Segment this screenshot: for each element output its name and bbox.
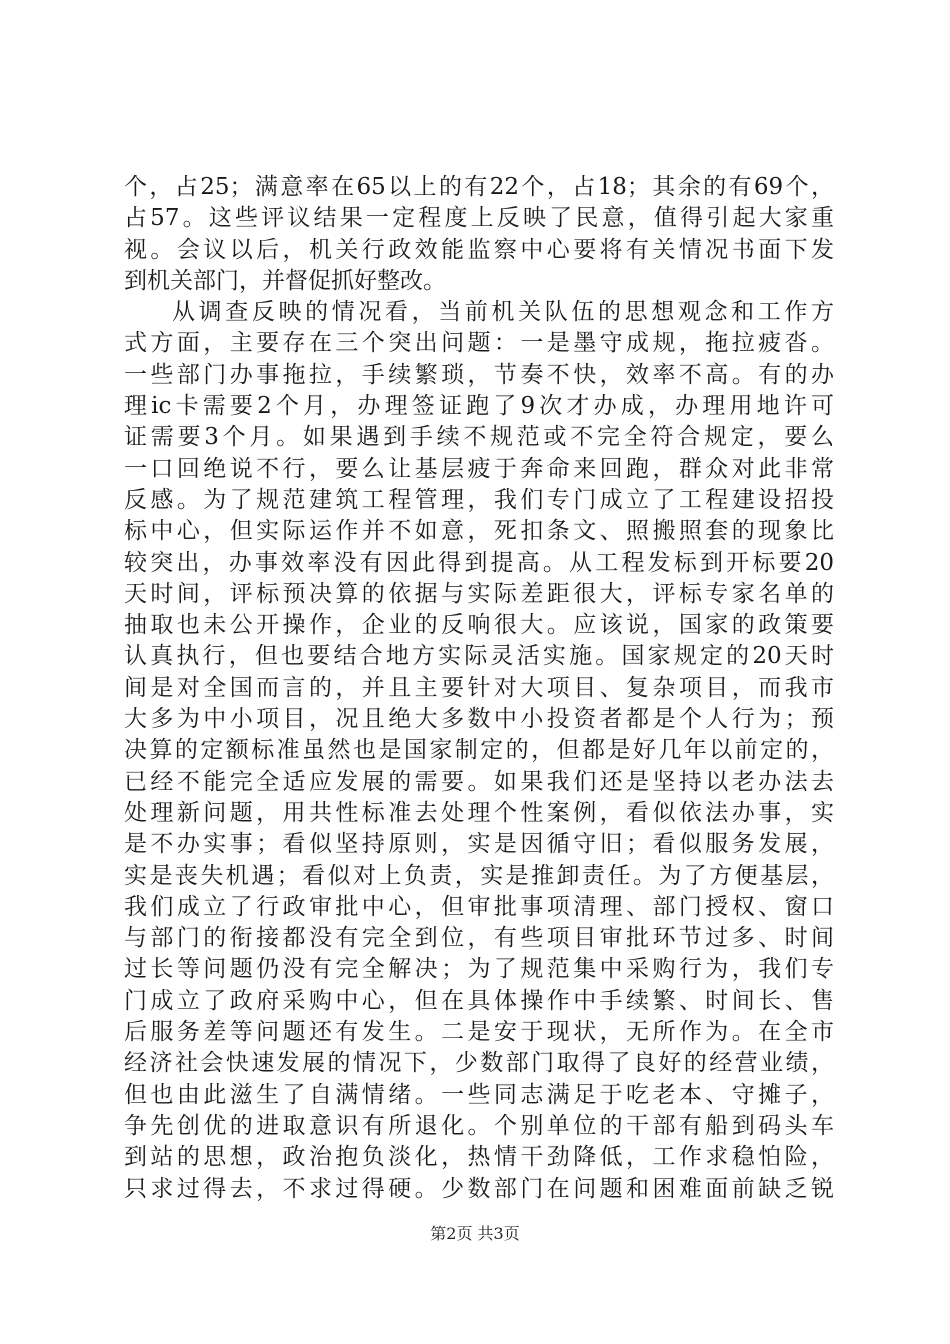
text-line: 只求过得去，不求过得硬。少数部门在问题和困难面前缺乏锐 [124,1175,834,1202]
text-line: 争先创优的进取意识有所退化。个别单位的干部有船到码头车 [124,1112,834,1139]
text-line: 抽取也未公开操作，企业的反响很大。应该说，国家的政策要 [124,612,834,639]
text-line: 标中心，但实际运作并不如意，死扣条文、照搬照套的现象比 [124,518,834,545]
body-text [124,172,834,1205]
text-line: 实是丧失机遇；看似对上负责，实是推卸责任。为了方便基层， [124,862,834,889]
text-line: 经济社会快速发展的情况下，少数部门取得了良好的经营业绩， [124,1050,834,1077]
text-line: 已经不能完全适应发展的需要。如果我们还是坚持以老办法去 [124,768,834,795]
text-line-paragraph-start: 从调查反映的情况看，当前机关队伍的思想观念和工作方 [172,299,834,326]
text-line: 证需要3个月。如果遇到手续不规范或不完全符合规定，要么 [124,424,834,451]
text-line: 是不办实事；看似坚持原则，实是因循守旧；看似服务发展， [124,831,834,858]
text-line: 与部门的衔接都没有完全到位，有些项目审批环节过多、时间 [124,925,834,952]
text-line: 占57。这些评议结果一定程度上反映了民意，值得引起大家重 [124,205,834,232]
page-number-label: 第2页 共3页 [430,1224,520,1243]
text-line: 认真执行，但也要结合地方实际灵活实施。国家规定的20天时 [124,643,834,670]
text-line: 我们成立了行政审批中心，但审批事项清理、部门授权、窗口 [124,893,834,920]
text-line: 一些部门办事拖拉，手续繁琐，节奏不快，效率不高。有的办 [124,361,834,388]
page-footer [0,1221,950,1244]
text-line: 大多为中小项目，况且绝大多数中小投资者都是个人行为；预 [124,706,834,733]
text-line: 式方面，主要存在三个突出问题：一是墨守成规，拖拉疲沓。 [124,330,834,357]
text-line: 到机关部门，并督促抓好整改。 [124,267,446,294]
text-line: 一口回绝说不行，要么让基层疲于奔命来回跑，群众对此非常 [124,455,834,482]
text-line: 门成立了政府采购中心，但在具体操作中手续繁、时间长、售 [124,987,834,1014]
text-line: 个，占25；满意率在65以上的有22个，占18；其余的有69个， [124,174,834,200]
text-line: 决算的定额标准虽然也是国家制定的，但都是好几年以前定的， [124,737,834,764]
text-line: 处理新问题，用共性标准去处理个性案例，看似依法办事，实 [124,799,834,826]
text-line: 较突出，办事效率没有因此得到提高。从工程发标到开标要20 [124,549,834,576]
text-line: 后服务差等问题还有发生。二是安于现状，无所作为。在全市 [124,1019,834,1046]
text-line: 反感。为了规范建筑工程管理，我们专门成立了工程建设招投 [124,486,834,513]
text-line: 天时间，评标预决算的依据与实际差距很大，评标专家名单的 [124,580,834,607]
text-line: 但也由此滋生了自满情绪。一些同志满足于吃老本、守摊子， [124,1081,834,1108]
text-line: 到站的思想，政治抱负淡化，热情干劲降低，工作求稳怕险， [124,1144,834,1171]
text-line: 过长等问题仍没有完全解决；为了规范集中采购行为，我们专 [124,956,834,983]
text-line: 视。会议以后，机关行政效能监察中心要将有关情况书面下发 [124,236,834,263]
text-line: 间是对全国而言的，并且主要针对大项目、复杂项目，而我市 [124,674,834,701]
text-line: 理ic卡需要2个月，办理签证跑了9次才办成，办理用地许可 [124,393,834,420]
